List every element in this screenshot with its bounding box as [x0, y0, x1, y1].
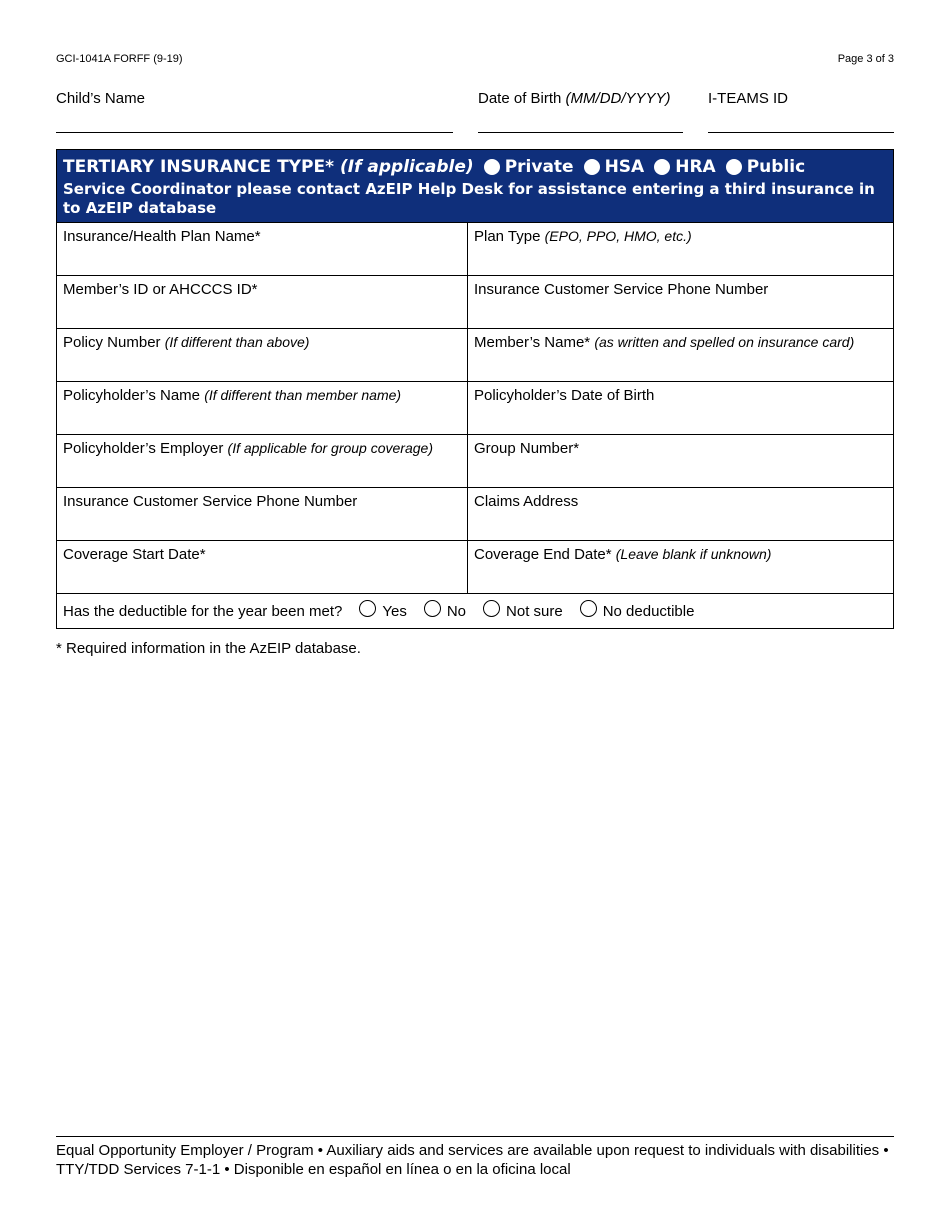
deductible-none-label: No deductible — [602, 602, 695, 620]
footer-divider — [56, 1136, 894, 1137]
deductible-not-sure-radio[interactable] — [483, 600, 500, 617]
form-code: GCI-1041A FORFF (9-19) — [56, 53, 183, 65]
insurance-type-banner — [57, 150, 893, 222]
deductible-no-radio[interactable] — [424, 600, 441, 617]
policyholder-employer-field[interactable]: Policyholder’s Employer (If applicable for group coverage) — [57, 434, 468, 487]
child-name-field[interactable] — [56, 132, 453, 133]
insurance-fields-grid — [57, 222, 893, 593]
dob-field[interactable] — [478, 132, 683, 133]
hsa-label: HSA — [604, 157, 645, 177]
deductible-no-label: No — [446, 602, 467, 620]
plan-name-field[interactable]: Insurance/Health Plan Name* — [57, 222, 468, 275]
member-id-field[interactable]: Member’s ID or AHCCCS ID* — [57, 275, 468, 328]
private-radio[interactable] — [484, 159, 500, 175]
dob-label: Date of Birth (MM/DD/YYYY) — [478, 90, 671, 107]
public-label: Public — [746, 157, 806, 177]
insurance-type-title: TERTIARY INSURANCE TYPE* — [63, 157, 334, 177]
page-number: Page 3 of 3 — [837, 53, 894, 65]
customer-service-phone-field[interactable]: Insurance Customer Service Phone Number — [468, 275, 893, 328]
member-name-field[interactable]: Member’s Name* (as written and spelled on insurance card) — [468, 328, 893, 381]
insurance-type-applicable: (If applicable) — [339, 157, 474, 177]
deductible-yes-radio[interactable] — [359, 600, 376, 617]
customer-service-phone-field-2[interactable]: Insurance Customer Service Phone Number — [57, 487, 468, 540]
footer-text: Equal Opportunity Employer / Program • Auxiliary aids and services are available upon request to individuals with disabilities • TTY/TDD Services 7-1-1 • Disponible en español en línea o en la oficina local — [56, 1142, 889, 1178]
child-name-label: Child’s Name — [56, 90, 145, 107]
deductible-not-sure-label: Not sure — [506, 602, 563, 620]
iteams-id-field[interactable] — [708, 132, 894, 133]
deductible-row — [57, 593, 893, 628]
coverage-start-field[interactable]: Coverage Start Date* — [57, 540, 468, 593]
deductible-none-radio[interactable] — [580, 600, 597, 617]
public-radio[interactable] — [726, 159, 742, 175]
claims-address-field[interactable]: Claims Address — [468, 487, 893, 540]
deductible-question: Has the deductible for the year been met? — [63, 602, 343, 620]
policy-number-field[interactable]: Policy Number (If different than above) — [57, 328, 468, 381]
private-label: Private — [504, 157, 574, 177]
plan-type-field[interactable]: Plan Type (EPO, PPO, HMO, etc.) — [468, 222, 893, 275]
hra-radio[interactable] — [654, 159, 670, 175]
hsa-radio[interactable] — [584, 159, 600, 175]
coverage-end-field[interactable]: Coverage End Date* (Leave blank if unknown) — [468, 540, 893, 593]
deductible-yes-label: Yes — [382, 602, 407, 620]
iteams-id-label: I-TEAMS ID — [708, 90, 789, 107]
tertiary-insurance-section — [56, 149, 894, 629]
policyholder-dob-field[interactable]: Policyholder’s Date of Birth — [468, 381, 893, 434]
group-number-field[interactable]: Group Number* — [468, 434, 893, 487]
required-note: * Required information in the AzEIP database. — [56, 640, 361, 657]
hra-label: HRA — [675, 157, 716, 177]
coordinator-note: Service Coordinator please contact AzEIP Help Desk for assistance entering a third insurance in to AzEIP database — [63, 180, 875, 217]
policyholder-name-field[interactable]: Policyholder’s Name (If different than member name) — [57, 381, 468, 434]
